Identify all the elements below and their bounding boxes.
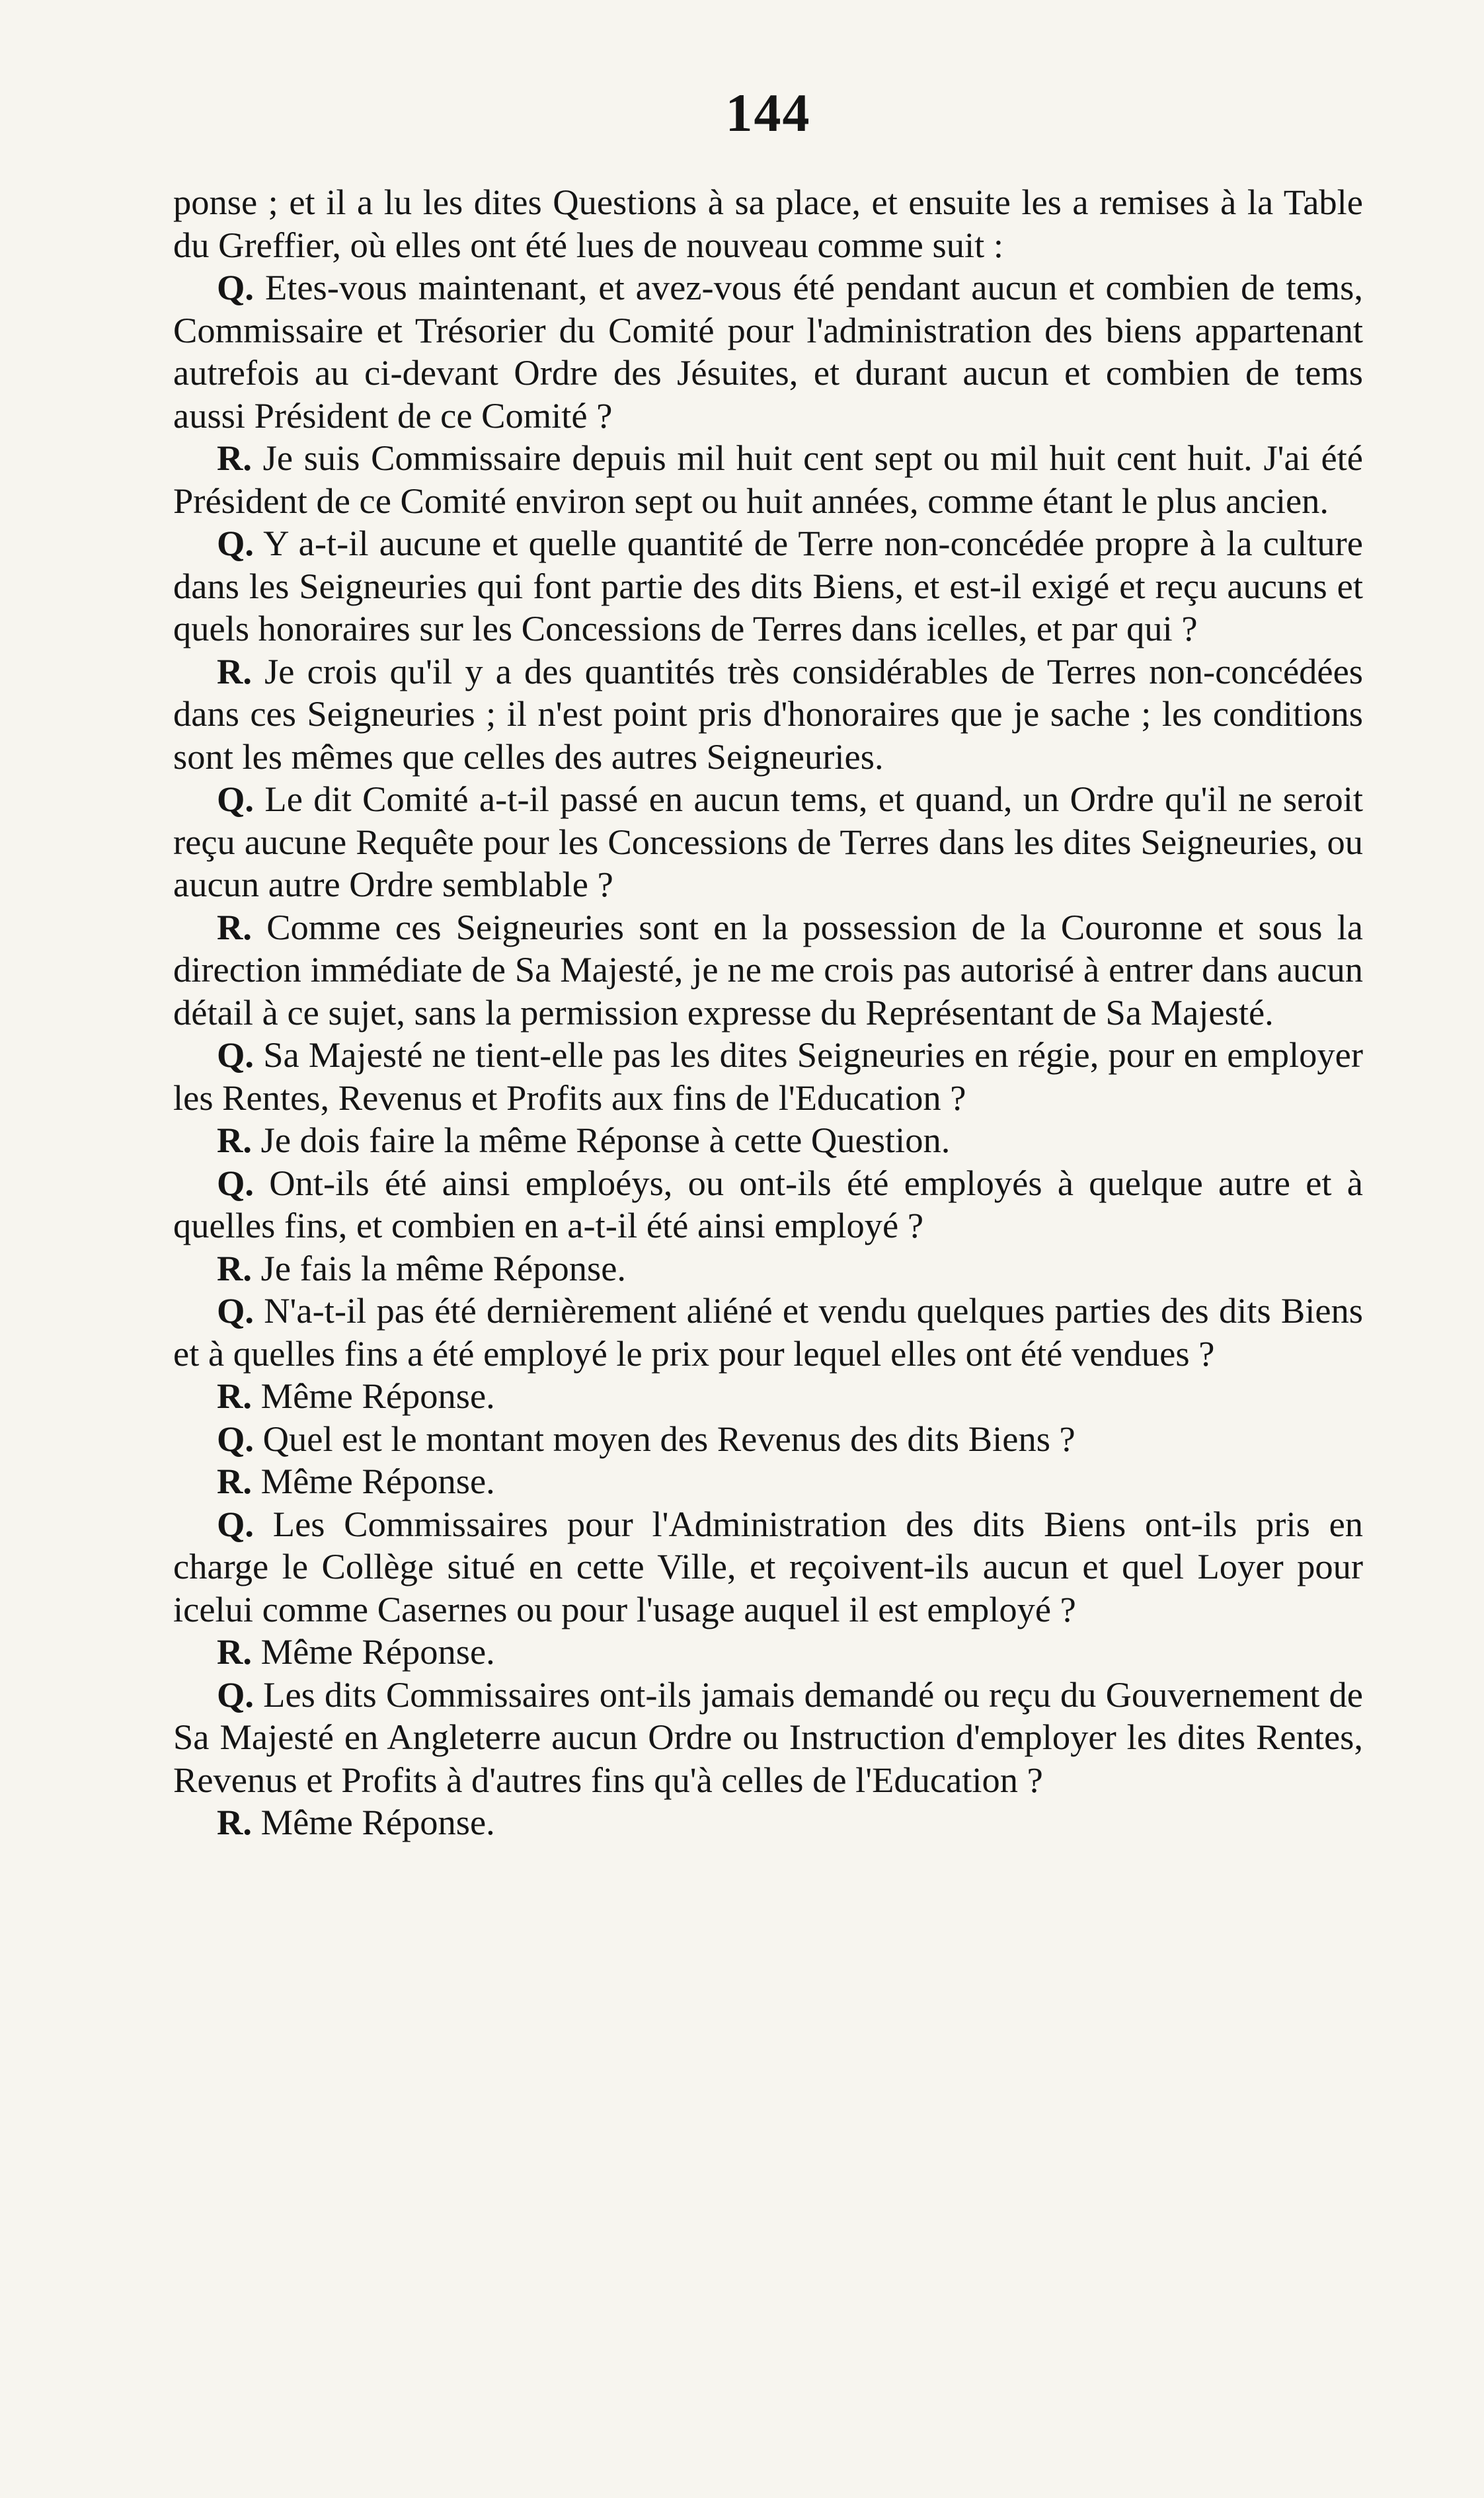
- question-text: Etes-vous maintenant, et avez-vous été pendant aucun et combien de tems, Commissaire et Trésorier du Comité pour l'administration des biens appartenant autrefois au ci-devant Ordre des Jésuites, et durant aucun et combien de tems aussi Président de ce Comité ?: [173, 267, 1364, 436]
- answer-text: Même Réponse.: [260, 1461, 495, 1501]
- answer-lead: R.: [217, 1247, 252, 1288]
- question-paragraph: [173, 1503, 1363, 1631]
- answer-text: Je dois faire la même Réponse à cette Question.: [260, 1120, 951, 1160]
- question-paragraph: [173, 1162, 1363, 1247]
- answer-paragraph: [173, 1247, 1363, 1290]
- answer-paragraph: [173, 906, 1363, 1034]
- question-paragraph: [173, 1418, 1363, 1461]
- question-text: Ont-ils été ainsi emploéys, ou ont-ils été employés à quelque autre et à quelles fins, et combien en a-t-il été ainsi employé ?: [173, 1162, 1363, 1245]
- question-paragraph: [173, 1034, 1363, 1119]
- answer-lead: R.: [217, 1376, 252, 1416]
- answer-lead: R.: [217, 650, 252, 691]
- page-number: 144: [725, 83, 811, 143]
- question-text: N'a-t-il pas été dernièrement aliéné et vendu quelques parties des dits Biens et à quelles fins a été employé le prix pour lequel elles ont été vendues ?: [173, 1290, 1363, 1374]
- answer-lead: R.: [217, 1120, 252, 1160]
- answer-lead: R.: [217, 1461, 252, 1501]
- question-lead: Q.: [217, 267, 254, 307]
- question-lead: Q.: [217, 1290, 254, 1331]
- question-lead: Q.: [217, 1034, 254, 1075]
- question-lead: Q.: [217, 523, 254, 563]
- answer-text: Je suis Commissaire depuis mil huit cent sept ou mil huit cent huit. J'ai été Président de ce Comité environ sept ou huit années, comme étant le plus ancien.: [173, 438, 1363, 521]
- question-lead: Q.: [217, 1674, 254, 1715]
- answer-text: Même Réponse.: [260, 1376, 495, 1416]
- question-lead: Q.: [217, 1503, 254, 1544]
- question-text: Sa Majesté ne tient-elle pas les dites Seigneuries en régie, pour en employer les Rentes, Revenus et Profits aux fins de l'Education ?: [173, 1034, 1364, 1118]
- body-text: [173, 181, 1363, 1844]
- answer-paragraph: [173, 1460, 1363, 1503]
- answer-paragraph: [173, 437, 1363, 522]
- question-lead: Q.: [217, 1418, 254, 1459]
- continuation-paragraph: [173, 181, 1363, 266]
- question-text: Les Commissaires pour l'Administration des dits Biens ont-ils pris en charge le Collège situé en cette Ville, et reçoivent-ils aucun et quel Loyer pour icelui comme Casernes ou pour l'usage auquel il est employé ?: [173, 1503, 1364, 1629]
- answer-text: Même Réponse.: [260, 1802, 495, 1842]
- answer-lead: R.: [217, 1631, 252, 1672]
- question-lead: Q.: [217, 1162, 254, 1203]
- answer-text: Comme ces Seigneuries sont en la possession de la Couronne et sous la direction immédiate de Sa Majesté, je ne me crois pas autorisé à entrer dans aucun détail à ce sujet, sans la permission expresse du Représentant de Sa Majesté.: [173, 906, 1363, 1033]
- question-paragraph: [173, 266, 1363, 437]
- question-lead: Q.: [217, 779, 254, 819]
- question-text: Les dits Commissaires ont-ils jamais demandé ou reçu du Gouvernement de Sa Majesté en Angleterre aucun Ordre ou Instruction d'employer les dites Rentes, Revenus et Profits à d'autres fins qu'à celles de l'Education ?: [173, 1674, 1363, 1800]
- answer-text: Je crois qu'il y a des quantités très considérables de Terres non-concédées dans ces Seigneuries ; il n'est point pris d'honoraires que je sache ; les conditions sont les mêmes que celles des autres Seigneuries.: [173, 650, 1363, 777]
- question-text: Le dit Comité a-t-il passé en aucun tems, et quand, un Ordre qu'il ne seroit reçu aucune Requête pour les Concessions de Terres dans les dites Seigneuries, ou aucun autre Ordre semblable ?: [173, 779, 1364, 904]
- document-page: [173, 83, 1364, 1844]
- question-text: Quel est le montant moyen des Revenus des dits Biens ?: [262, 1418, 1075, 1459]
- answer-paragraph: [173, 1119, 1363, 1162]
- answer-paragraph: [173, 1375, 1363, 1418]
- question-paragraph: [173, 522, 1363, 650]
- question-paragraph: [173, 1290, 1363, 1375]
- answer-lead: R.: [217, 906, 252, 947]
- question-paragraph: [173, 778, 1363, 906]
- answer-paragraph: [173, 650, 1363, 779]
- answer-lead: R.: [217, 438, 252, 478]
- question-text: Y a-t-il aucune et quelle quantité de Terre non-concédée propre à la culture dans les Seigneuries qui font partie des dits Biens, et est-il exigé et reçu aucuns et quels honoraires sur les Concessions de Terres dans icelles, et par qui ?: [173, 523, 1363, 648]
- question-paragraph: [173, 1674, 1363, 1802]
- answer-text: Je fais la même Réponse.: [260, 1247, 627, 1288]
- para-text: ponse ; et il a lu les dites Questions à sa place, et ensuite les a remises à la Table du Greffier, où elles ont été lues de nouveau comme suit :: [173, 182, 1363, 265]
- answer-text: Même Réponse.: [260, 1631, 495, 1672]
- answer-lead: R.: [217, 1802, 252, 1842]
- answer-paragraph: [173, 1801, 1363, 1844]
- answer-paragraph: [173, 1631, 1363, 1674]
